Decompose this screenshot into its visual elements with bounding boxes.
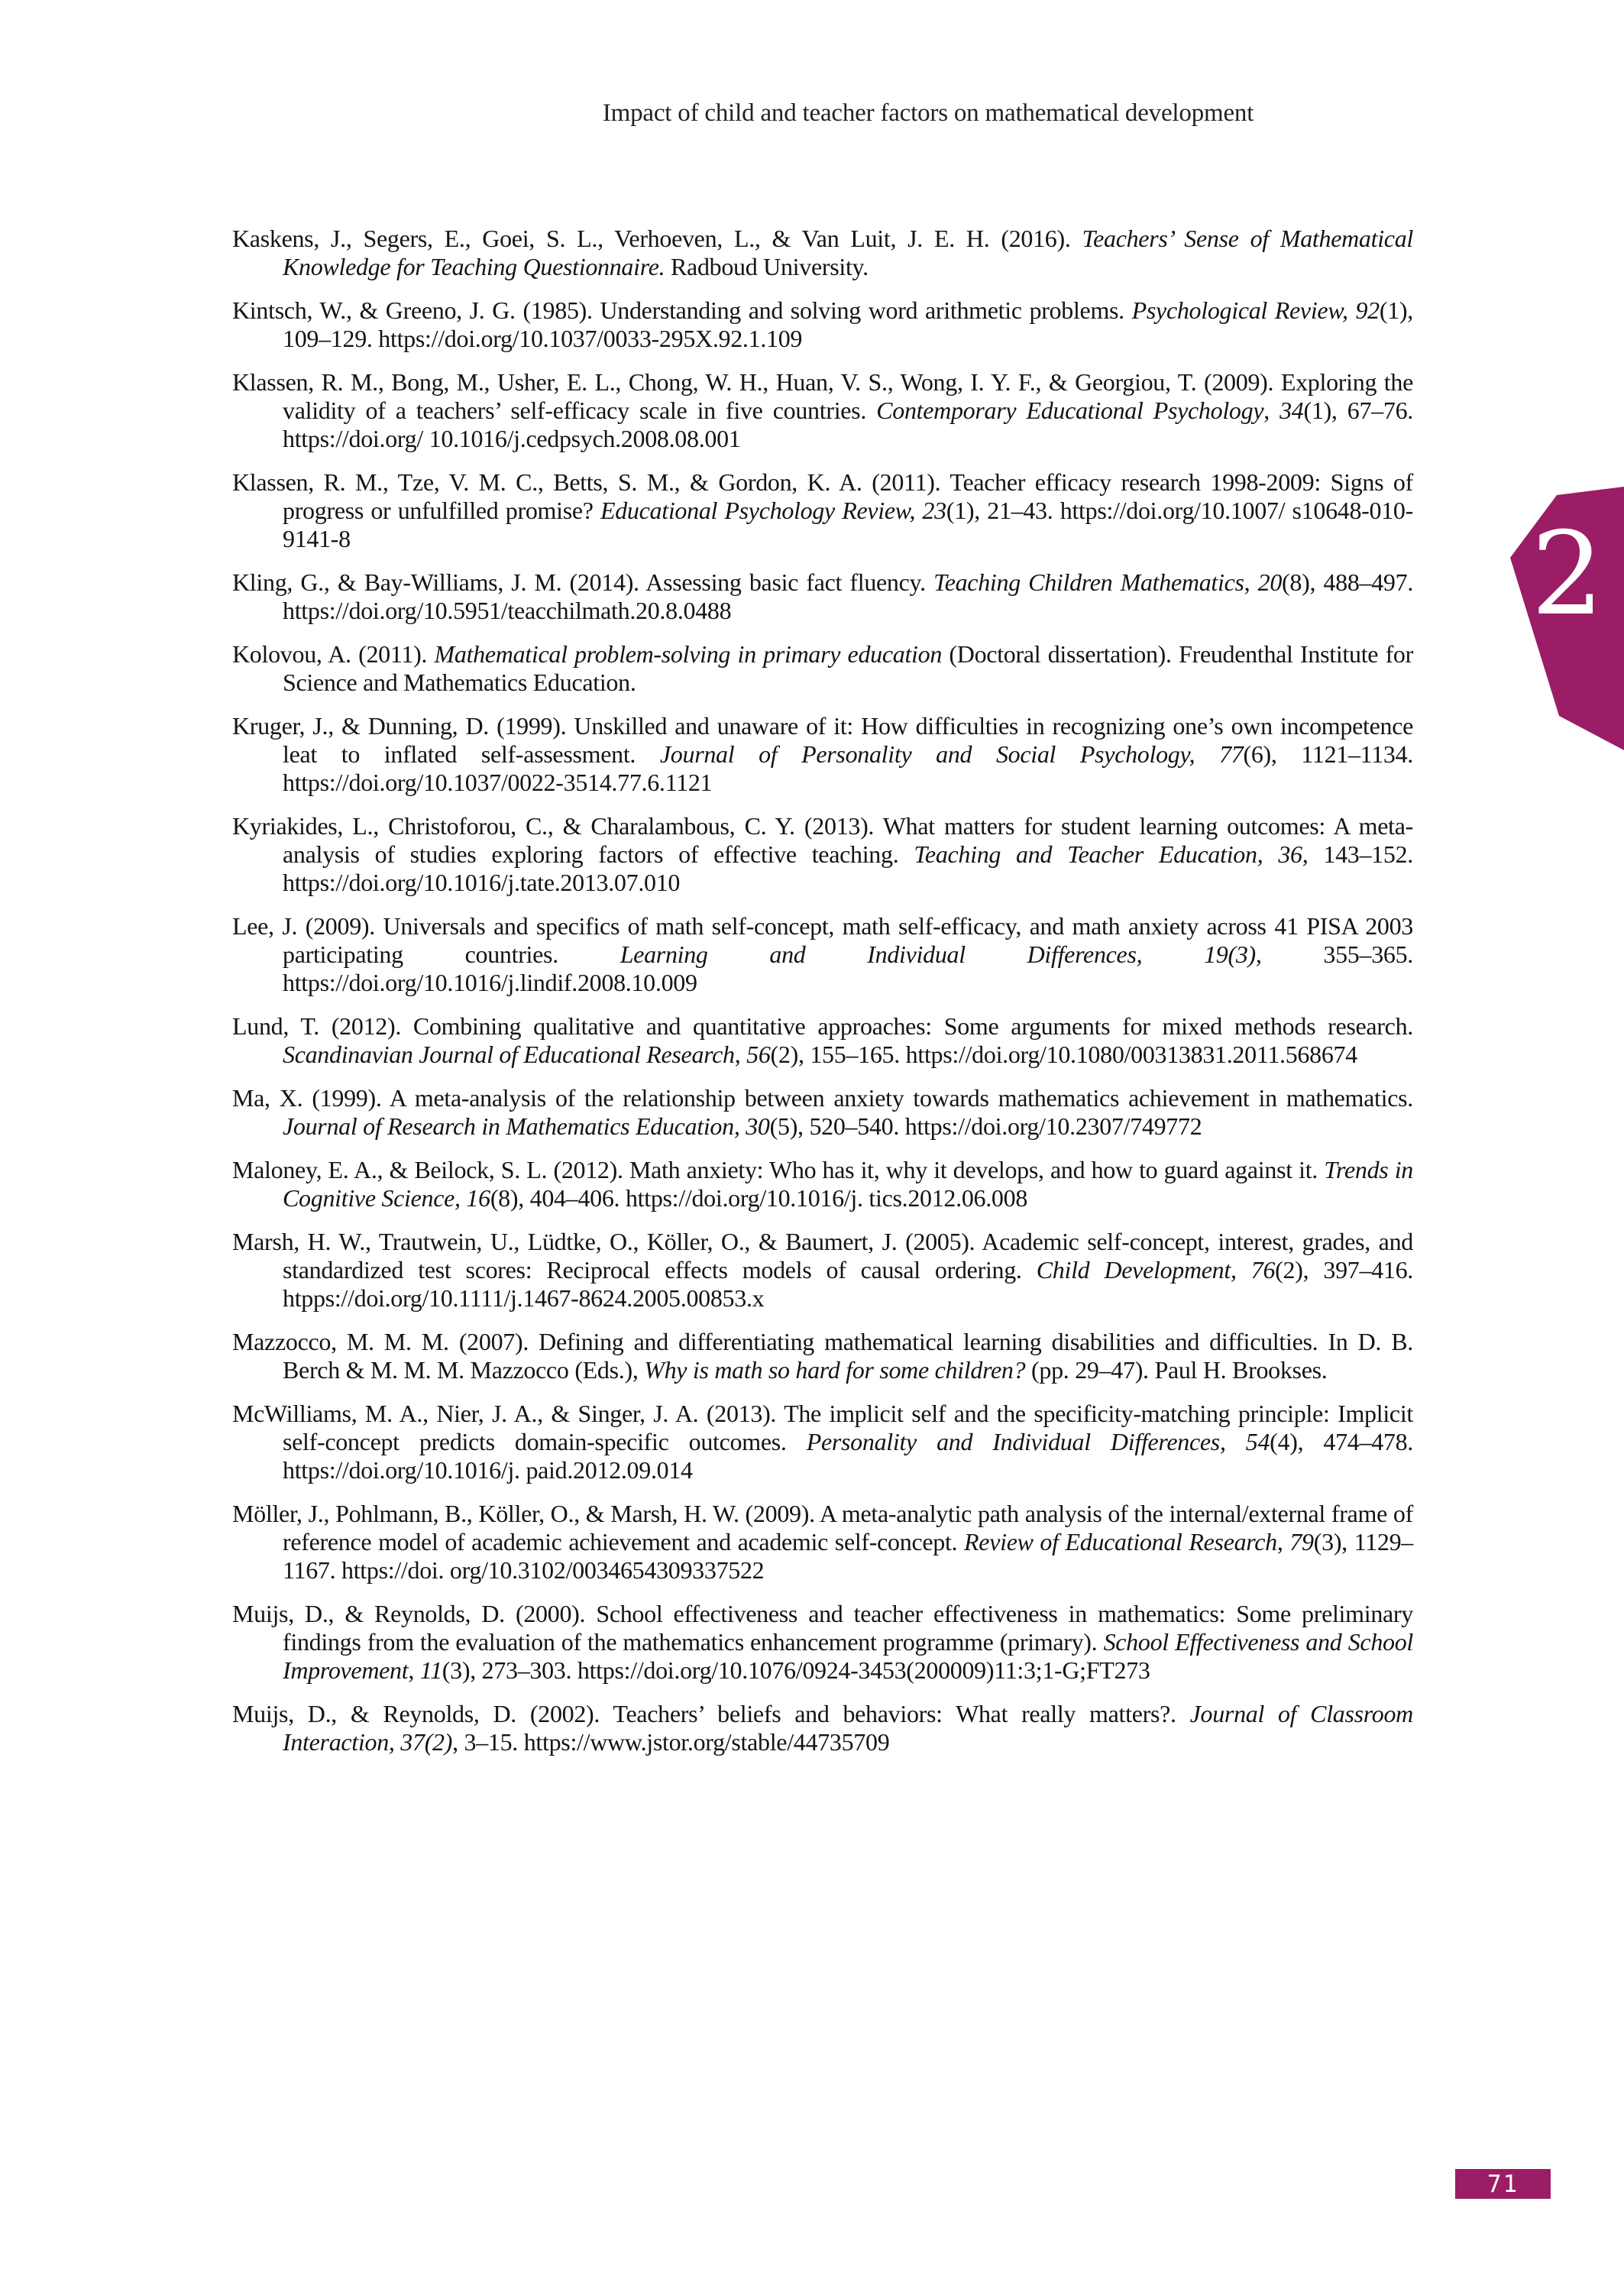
reference-entry [232,1500,1413,1585]
reference-italic-segment: Journal of Personality and Social Psychology, 77 [659,740,1244,768]
reference-italic-segment: Child Development, 76 [1036,1256,1276,1284]
page-number: 71 [1487,2170,1519,2198]
reference-text-segment: Kling, G., & Bay-Williams, J. M. (2014). Assessing basic fact fluency. [232,568,934,596]
reference-entry [232,1328,1413,1384]
reference-text-segment: , [1263,397,1280,424]
references-list [232,225,1413,1772]
reference-italic-segment: Journal of Classroom Interaction, 37(2) [283,1700,1413,1756]
reference-entry [232,1012,1413,1069]
reference-italic-segment: 20 [1257,568,1283,596]
reference-entry [232,1228,1413,1313]
reference-text-segment: (1), 67–76. https://doi.org/ 10.1016/j.cedpsych.2008.08.001 [283,397,1413,452]
reference-text-segment: McWilliams, M. A., Nier, J. A., & Singer, J. A. (2013). The implicit self and the specificity-matching principle: Implicit self-concept predicts domain-specific outcomes. [232,1400,1413,1455]
reference-text-segment: (3), 1129–1167. https://doi. org/10.3102/0034654309337522 [283,1528,1413,1584]
reference-entry [232,640,1413,697]
reference-entry [232,712,1413,797]
reference-text-segment: (1), 21–43. https://doi.org/10.1007/ s10648-010-9141-8 [283,497,1413,552]
reference-text-segment: Klassen, R. M., Bong, M., Usher, E. L., Chong, W. H., Huan, V. S., Wong, I. Y. F., & Georgiou, T. (2009). Exploring the validity of a teachers’ self-efficacy scale in five countries. [232,368,1413,424]
reference-italic-segment: Teachers’ Sense of Mathematical Knowledge for Teaching Questionnaire. [283,225,1413,280]
page-number-badge [1455,2169,1551,2199]
reference-text-segment: , [1276,1528,1290,1556]
reference-text-segment: Maloney, E. A., & Beilock, S. L. (2012). Math anxiety: Who has it, why it develops, and how to guard against it. [232,1156,1325,1183]
reference-text-segment: (pp. 29–47). Paul H. Brookses. [1025,1356,1328,1384]
reference-text-segment: Ma, X. (1999). A meta-analysis of the relationship between anxiety towards mathematics achievement in mathematics. [232,1084,1413,1112]
reference-text-segment: Muijs, D., & Reynolds, D. (2002). Teachers’ beliefs and behaviors: What really matters?. [232,1700,1190,1727]
reference-entry [232,1400,1413,1484]
reference-text-segment: (Doctoral dissertation). Freudenthal Institute for Science and Mathematics Education. [283,640,1413,696]
reference-entry [232,225,1413,281]
reference-text-segment: Kolovou, A. (2011). [232,640,435,668]
reference-italic-segment: School Effectiveness and School Improvement [283,1628,1414,1684]
reference-text-segment: Möller, J., Pohlmann, B., Köller, O., & Marsh, H. W. (2009). A meta-analytic path analysis of the internal/external frame of reference model of academic achievement and academic self-concept. [232,1500,1413,1556]
reference-text-segment: , [408,1656,420,1684]
reference-text-segment: (2), 397–416. htpps://doi.org/10.1111/j.1467-8624.2005.00853.x [283,1256,1413,1312]
chapter-tab-badge [1505,470,1624,756]
reference-text-segment: Kruger, J., & Dunning, D. (1999). Unskilled and unaware of it: How difficulties in recognizing one’s own incompetence leat to inflated self-assessment. [232,712,1413,768]
reference-italic-segment: 56 [746,1041,771,1068]
reference-text-segment: Kintsch, W., & Greeno, J. G. (1985). Understanding and solving word arithmetic problems. [232,296,1132,324]
reference-entry [232,468,1413,553]
reference-italic-segment: Psychological Review, 92 [1131,296,1380,324]
reference-text-segment: Mazzocco, M. M. M. (2007). Defining and differentiating mathematical learning disabilities and difficulties. In D. B. Berch & M. M. M. Mazzocco (Eds.), [232,1328,1413,1384]
reference-italic-segment: Contemporary Educational Psychology [876,397,1264,424]
reference-entry [232,812,1413,897]
reference-italic-segment: Journal of Research in Mathematics Education, 30 [283,1112,770,1140]
reference-text-segment: (3), 273–303. https://doi.org/10.1076/0924-3453(200009)11:3;1-G;FT273 [442,1656,1150,1684]
reference-text-segment: , [734,1041,747,1068]
reference-italic-segment: Review of Educational Research [964,1528,1277,1556]
reference-italic-segment: Personality and Individual Differences, 54 [806,1428,1270,1455]
reference-entry [232,912,1413,997]
reference-italic-segment: Teaching Children Mathematics [933,568,1244,596]
reference-text-segment: 143–152. https://doi.org/10.1016/j.tate.2013.07.010 [283,840,1413,896]
reference-entry [232,1600,1413,1685]
reference-text-segment: (8), 488–497. https://doi.org/10.5951/teacchilmath.20.8.0488 [283,568,1414,624]
chapter-number: 2 [1531,508,1604,641]
reference-entry [232,568,1413,625]
reference-text-segment: Lee, J. (2009). Universals and specifics of math self-concept, math self-efficacy, and math anxiety across 41 PISA 2003 participating countries. [232,912,1413,968]
reference-text-segment: Muijs, D., & Reynolds, D. (2000). School effectiveness and teacher effectiveness in mathematics: Some preliminary findings from the evaluation of the mathematics enhancement programme (primary). [232,1600,1413,1656]
reference-entry [232,1156,1413,1212]
reference-text-segment: Marsh, H. W., Trautwein, U., Lüdtke, O., Köller, O., & Baumert, J. (2005). Academic self-concept, interest, grades, and standardized test scores: Reciprocal effects models of causal ordering. [232,1228,1413,1284]
reference-entry [232,296,1413,353]
reference-text-segment: , 3–15. https://www.jstor.org/stable/44735709 [452,1728,890,1756]
reference-italic-segment: Learning and Individual Differences, 19(3), [620,940,1262,968]
running-head: Impact of child and teacher factors on mathematical development [602,99,1254,127]
reference-text-segment: (6), 1121–1134. https://doi.org/10.1037/0022-3514.77.6.1121 [283,740,1413,796]
reference-text-segment: Kaskens, J., Segers, E., Goei, S. L., Verhoeven, L., & Van Luit, J. E. H. (2016). [232,225,1082,252]
reference-italic-segment: 79 [1289,1528,1314,1556]
reference-italic-segment: Educational Psychology Review, 23 [600,497,946,524]
reference-italic-segment: Scandinavian Journal of Educational Research [283,1041,735,1068]
reference-text-segment: Lund, T. (2012). Combining qualitative and quantitative approaches: Some arguments for mixed methods research. [232,1012,1413,1040]
reference-text-segment: (1), 109–129. https://doi.org/10.1037/0033-295X.92.1.109 [283,296,1413,352]
reference-entry [232,1700,1413,1756]
reference-text-segment: , [1244,568,1258,596]
reference-italic-segment: Teaching and Teacher Education, 36, [914,840,1309,868]
reference-text-segment: 355–365. https://doi.org/10.1016/j.lindif.2008.10.009 [283,940,1413,996]
reference-entry [232,1084,1413,1141]
reference-text-segment: (4), 474–478. https://doi.org/10.1016/j. paid.2012.09.014 [283,1428,1414,1484]
reference-italic-segment: Trends in Cognitive Science, 16 [283,1156,1413,1212]
reference-text-segment: (8), 404–406. https://doi.org/10.1016/j. tics.2012.06.008 [490,1184,1028,1212]
reference-entry [232,368,1413,453]
reference-italic-segment: Why is math so hard for some children? [644,1356,1026,1384]
reference-text-segment: Klassen, R. M., Tze, V. M. C., Betts, S. M., & Gordon, K. A. (2011). Teacher efficacy research 1998-2009: Signs of progress or unfulfilled promise? [232,468,1413,524]
reference-italic-segment: 11 [419,1656,442,1684]
reference-text-segment: Radboud University. [665,253,869,280]
reference-text-segment: Kyriakides, L., Christoforou, C., & Charalambous, C. Y. (2013). What matters for student learning outcomes: A meta-analysis of studies exploring factors of effective teaching. [232,812,1413,868]
reference-italic-segment: Mathematical problem-solving in primary education [434,640,943,668]
reference-text-segment: (5), 520–540. https://doi.org/10.2307/749772 [769,1112,1202,1140]
reference-text-segment: (2), 155–165. https://doi.org/10.1080/00313831.2011.568674 [770,1041,1357,1068]
reference-italic-segment: 34 [1279,397,1304,424]
